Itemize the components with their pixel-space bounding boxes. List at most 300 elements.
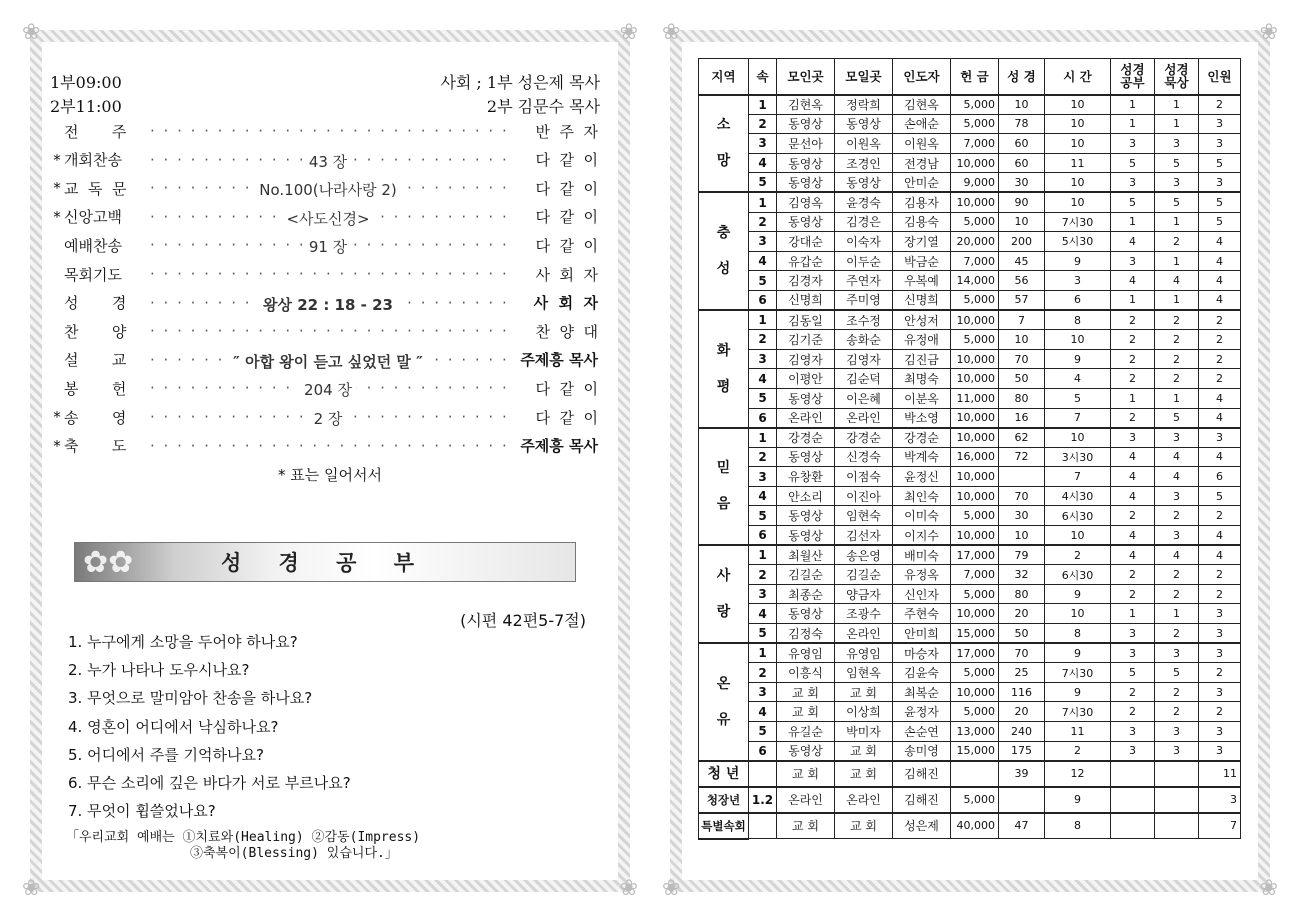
cell-group-report-table — [698, 58, 1241, 840]
table-cell: 배미숙 — [893, 545, 951, 565]
table-row — [699, 604, 1241, 624]
table-cell: 10,000 — [951, 192, 999, 212]
table-cell: 유길순 — [777, 722, 835, 742]
table-cell: 8 — [1045, 624, 1111, 644]
table-cell: 박계숙 — [893, 447, 951, 467]
table-cell: 2 — [1111, 310, 1155, 330]
order-row — [50, 206, 598, 228]
column-header: 모일곳 — [835, 59, 893, 95]
table-cell: 최종순 — [777, 584, 835, 604]
column-header: 성경 공부 — [1111, 59, 1155, 95]
question-item: 2. 누가 나타나 도우시나요? — [68, 661, 250, 680]
table-cell: 김길순 — [777, 565, 835, 585]
table-cell: 2 — [1199, 330, 1241, 350]
table-cell: 8 — [1045, 813, 1111, 839]
table-cell: 4 — [1199, 290, 1241, 310]
leader-dots — [150, 322, 506, 340]
table-cell: 최복순 — [893, 682, 951, 702]
table-cell: 신인자 — [893, 584, 951, 604]
table-cell: 최월산 — [777, 545, 835, 565]
table-cell: 4 — [1155, 271, 1199, 291]
table-cell: 4 — [1111, 486, 1155, 506]
table-cell: 10 — [1045, 428, 1111, 448]
table-cell: 성은제 — [893, 813, 951, 839]
table-row — [699, 290, 1241, 310]
table-cell: 10 — [999, 526, 1045, 546]
table-cell: 5,000 — [951, 702, 999, 722]
table-cell: 동영상 — [777, 526, 835, 546]
order-detail: · · · 43 장 — [305, 151, 351, 169]
table-cell: 교 회 — [835, 682, 893, 702]
table-cell: 12 — [1045, 761, 1111, 787]
order-detail: · · · No.100(나라사랑 2) — [255, 179, 401, 197]
table-cell: 이원옥 — [893, 134, 951, 154]
table-cell: 7 — [1045, 467, 1111, 487]
order-leader: 다 같 이 — [535, 179, 598, 198]
table-header-row — [699, 59, 1241, 95]
order-row — [50, 120, 598, 142]
order-star: * — [53, 207, 61, 226]
bible-study-title: 성 경 공 부 — [220, 551, 430, 575]
question-item: 6. 무슨 소리에 깊은 바다가 서로 부르나요? — [68, 774, 351, 792]
table-cell: 2 — [1155, 624, 1199, 644]
table-cell: 이흥식 — [777, 663, 835, 683]
table-cell — [1155, 813, 1199, 839]
table-cell: 4 — [1155, 467, 1199, 487]
region-cell: 온 유 — [699, 643, 749, 761]
table-cell: 마승자 — [893, 643, 951, 663]
table-cell: 유정옥 — [893, 565, 951, 585]
table-cell: 3 — [1111, 624, 1155, 644]
table-cell: 2 — [1111, 702, 1155, 722]
order-detail: · · · <사도신경> — [282, 208, 373, 226]
table-cell: 5,000 — [951, 787, 999, 813]
service-time-2: 2부11:00 — [50, 97, 122, 116]
table-row — [699, 506, 1241, 526]
table-cell: 45 — [999, 251, 1045, 271]
table-cell: 5,000 — [951, 114, 999, 134]
table-cell: 3 — [1199, 722, 1241, 742]
cell-number: 1.2 — [749, 787, 777, 813]
table-cell: 7,000 — [951, 251, 999, 271]
table-cell: 4 — [1111, 447, 1155, 467]
table-row — [699, 388, 1241, 408]
table-cell: 5,000 — [951, 330, 999, 350]
table-cell: 4 — [1111, 232, 1155, 252]
table-cell: 윤경숙 — [835, 192, 893, 212]
table-row — [699, 643, 1241, 663]
table-row — [699, 813, 1241, 839]
table-cell: 17,000 — [951, 545, 999, 565]
table-cell: 70 — [999, 486, 1045, 506]
table-cell: 116 — [999, 682, 1045, 702]
table-cell: 72 — [999, 447, 1045, 467]
table-row — [699, 761, 1241, 787]
table-cell: 김용자 — [893, 192, 951, 212]
table-cell: 10 — [1045, 114, 1111, 134]
table-cell: 3 — [1155, 134, 1199, 154]
motto-line-2: ③축복이(Blessing) 있습니다.」 — [190, 846, 398, 861]
table-cell: 3 — [1199, 114, 1241, 134]
column-header: 헌 금 — [951, 59, 999, 95]
column-header: 성경 묵상 — [1155, 59, 1199, 95]
table-cell: 1 — [1155, 290, 1199, 310]
table-cell: 동영상 — [777, 388, 835, 408]
table-cell: 14,000 — [951, 271, 999, 291]
question-item: 3. 무엇으로 말미암아 찬송을 하나요? — [68, 689, 313, 708]
table-cell: 윤정신 — [893, 467, 951, 487]
table-cell: 2 — [1199, 584, 1241, 604]
table-cell: 동영상 — [777, 741, 835, 761]
region-cell: 소 망 — [699, 95, 749, 193]
order-detail: · · · 왕상 22 : 18 - 23 — [259, 294, 397, 312]
table-cell: 동영상 — [777, 212, 835, 232]
table-cell: 4 — [1111, 271, 1155, 291]
table-cell: 3 — [1155, 722, 1199, 742]
table-cell: 2 — [1155, 310, 1199, 330]
table-cell: 2 — [1199, 369, 1241, 389]
table-cell — [1111, 761, 1155, 787]
table-row — [699, 251, 1241, 271]
table-cell: 5,000 — [951, 584, 999, 604]
table-cell: 7시30 — [1045, 663, 1111, 683]
table-cell: 양금자 — [835, 584, 893, 604]
table-cell: 3 — [1199, 624, 1241, 644]
table-cell: 3 — [1111, 251, 1155, 271]
table-cell: 4 — [1111, 467, 1155, 487]
table-row — [699, 192, 1241, 212]
order-label: 예배찬송 — [64, 236, 122, 255]
table-cell: 5 — [1045, 388, 1111, 408]
table-cell: 9 — [1045, 787, 1111, 813]
table-cell: 3 — [1045, 271, 1111, 291]
table-cell: 17,000 — [951, 643, 999, 663]
table-cell: 32 — [999, 565, 1045, 585]
table-cell: 문선아 — [777, 134, 835, 154]
table-cell: 5,000 — [951, 212, 999, 232]
flower-ornament-icon: ❀ — [662, 20, 681, 45]
church-motto — [66, 830, 420, 862]
table-cell: 57 — [999, 290, 1045, 310]
cell-number: 4 — [749, 702, 777, 722]
table-cell: 김진금 — [893, 349, 951, 369]
table-cell: 이원옥 — [835, 134, 893, 154]
table-cell: 20 — [999, 702, 1045, 722]
cell-number: 5 — [749, 271, 777, 291]
order-star: * — [53, 150, 61, 169]
table-cell: 7 — [1045, 408, 1111, 428]
table-cell: 2 — [1155, 349, 1199, 369]
question-item: 4. 영혼이 어디에서 낙심하나요? — [68, 717, 279, 736]
table-cell: 3 — [1199, 428, 1241, 448]
flower-ornament-icon: ❀ — [619, 876, 638, 901]
table-cell: 10,000 — [951, 682, 999, 702]
cell-number: 3 — [749, 682, 777, 702]
table-cell: 2 — [1199, 349, 1241, 369]
table-cell: 유창환 — [777, 467, 835, 487]
table-cell: 안미희 — [893, 624, 951, 644]
order-label: 설 교 — [64, 351, 127, 370]
order-leader: 주제흥 목사 — [520, 437, 598, 456]
column-header: 인도자 — [893, 59, 951, 95]
table-cell: 3 — [1199, 604, 1241, 624]
table-cell: 10 — [1045, 95, 1111, 115]
table-cell: 3 — [1155, 173, 1199, 193]
table-cell: 4 — [1111, 526, 1155, 546]
table-cell: 손애순 — [893, 114, 951, 134]
table-cell: 10,000 — [951, 526, 999, 546]
table-cell: 56 — [999, 271, 1045, 291]
table-row — [699, 369, 1241, 389]
standing-note: * 표는 일어서서 — [278, 466, 382, 484]
table-cell: 1 — [1111, 114, 1155, 134]
table-cell: 교 회 — [777, 702, 835, 722]
table-cell: 김영옥 — [777, 192, 835, 212]
table-cell: 9 — [1045, 349, 1111, 369]
table-cell: 7시30 — [1045, 702, 1111, 722]
order-label: 교 독 문 — [64, 179, 127, 198]
table-cell: 2 — [1199, 565, 1241, 585]
table-cell: 조경인 — [835, 153, 893, 173]
table-cell: 김경자 — [777, 271, 835, 291]
table-cell: 김길순 — [835, 565, 893, 585]
order-star: * — [53, 408, 61, 426]
table-cell: 70 — [999, 349, 1045, 369]
table-cell: 2 — [1045, 741, 1111, 761]
order-row — [50, 435, 598, 457]
leader-dots — [150, 208, 506, 226]
service-time-1: 1부09:00 — [50, 73, 122, 92]
table-cell: 39 — [999, 761, 1045, 787]
table-cell: 16,000 — [951, 447, 999, 467]
table-cell: 1 — [1111, 290, 1155, 310]
region-cell: 충 성 — [699, 192, 749, 310]
table-cell: 62 — [999, 428, 1045, 448]
table-cell: 5,000 — [951, 290, 999, 310]
table-cell: 5,000 — [951, 95, 999, 115]
region-cell: 사 랑 — [699, 545, 749, 643]
table-cell: 10,000 — [951, 153, 999, 173]
cell-number: 4 — [749, 251, 777, 271]
table-cell: 교 회 — [777, 813, 835, 839]
table-cell: 10 — [999, 212, 1045, 232]
table-cell: 2 — [1199, 310, 1241, 330]
table-cell: 5시30 — [1045, 232, 1111, 252]
table-cell: 10,000 — [951, 428, 999, 448]
table-cell: 3 — [1111, 428, 1155, 448]
table-cell: 1 — [1155, 604, 1199, 624]
table-cell: 60 — [999, 134, 1045, 154]
table-cell: 11 — [1045, 722, 1111, 742]
table-cell: 이두순 — [835, 251, 893, 271]
leader-dots — [150, 265, 506, 283]
table-row — [699, 330, 1241, 350]
table-cell: 3 — [1199, 682, 1241, 702]
region-cell: 화 평 — [699, 310, 749, 428]
cell-number: 2 — [749, 330, 777, 350]
cell-number: 2 — [749, 447, 777, 467]
table-cell: 10,000 — [951, 467, 999, 487]
order-leader: 반 주 자 — [535, 122, 598, 141]
order-row — [50, 320, 598, 342]
table-cell: 2 — [1155, 232, 1199, 252]
question-item: 1. 누구에게 소망을 두어야 하나요? — [68, 633, 298, 651]
order-leader: 다 같 이 — [535, 151, 598, 170]
table-cell: 25 — [999, 663, 1045, 683]
table-row — [699, 114, 1241, 134]
order-leader: 사 회 자 — [535, 265, 598, 284]
table-cell: 안소리 — [777, 486, 835, 506]
flower-ornament-icon: ❀ — [1259, 20, 1278, 45]
table-cell: 동영상 — [777, 506, 835, 526]
table-cell: 2 — [1111, 584, 1155, 604]
table-cell: 우복예 — [893, 271, 951, 291]
table-cell: 3 — [1155, 643, 1199, 663]
table-cell: 강경순 — [893, 428, 951, 448]
flower-ornament-icon: ❀ — [619, 20, 638, 45]
table-cell: 6 — [1199, 467, 1241, 487]
table-cell: 안미순 — [893, 173, 951, 193]
order-star: * — [53, 436, 61, 455]
table-cell: 8 — [1045, 310, 1111, 330]
table-cell: 동영상 — [777, 447, 835, 467]
table-cell: 온라인 — [835, 408, 893, 428]
cell-number: 4 — [749, 604, 777, 624]
cell-number — [749, 813, 777, 839]
table-cell: 4 — [1155, 447, 1199, 467]
table-cell: 전경남 — [893, 153, 951, 173]
table-cell: 김해진 — [893, 787, 951, 813]
table-cell: 2 — [1045, 545, 1111, 565]
table-cell: 박소영 — [893, 408, 951, 428]
table-cell: 2 — [1155, 682, 1199, 702]
table-cell: 10 — [1045, 134, 1111, 154]
table-cell: 3 — [1111, 173, 1155, 193]
table-cell: 30 — [999, 506, 1045, 526]
leader-dots — [150, 179, 506, 197]
table-cell: 6시30 — [1045, 565, 1111, 585]
table-cell: 유갑순 — [777, 251, 835, 271]
table-row — [699, 134, 1241, 154]
table-cell: 1 — [1155, 388, 1199, 408]
motto-line-1: 「우리교회 예배는 ①치료와(Healing) ②감동(Impress) — [66, 830, 421, 845]
table-cell: 6 — [1045, 290, 1111, 310]
cell-number: 6 — [749, 290, 777, 310]
table-cell: 동영상 — [777, 114, 835, 134]
table-cell: 김영자 — [835, 349, 893, 369]
cell-number: 3 — [749, 232, 777, 252]
cell-number: 2 — [749, 212, 777, 232]
table-cell: 3 — [1199, 643, 1241, 663]
table-cell: 10 — [1045, 604, 1111, 624]
table-cell: 3 — [1199, 787, 1241, 813]
table-cell: 이숙자 — [835, 232, 893, 252]
table-cell: 90 — [999, 192, 1045, 212]
cell-number: 1 — [749, 310, 777, 330]
table-cell: 2 — [1111, 682, 1155, 702]
table-cell: 김동일 — [777, 310, 835, 330]
table-row — [699, 310, 1241, 330]
table-cell: 2 — [1155, 702, 1199, 722]
table-cell: 80 — [999, 388, 1045, 408]
table-cell: 1 — [1111, 95, 1155, 115]
leader-dots — [150, 379, 506, 397]
table-cell: 3 — [1111, 643, 1155, 663]
cell-number: 2 — [749, 565, 777, 585]
table-cell: 13,000 — [951, 722, 999, 742]
table-cell: 2 — [1199, 702, 1241, 722]
table-cell: 교 회 — [835, 761, 893, 787]
table-row — [699, 173, 1241, 193]
cell-number: 5 — [749, 173, 777, 193]
table-cell: 2 — [1155, 584, 1199, 604]
table-cell: 175 — [999, 741, 1045, 761]
cell-number: 1 — [749, 95, 777, 115]
table-cell: 주현숙 — [893, 604, 951, 624]
table-cell: 3 — [1111, 741, 1155, 761]
table-cell: 2 — [1199, 663, 1241, 683]
region-cell: 믿 음 — [699, 428, 749, 546]
table-cell: 이상희 — [835, 702, 893, 722]
table-cell: 3 — [1155, 428, 1199, 448]
table-cell: 2 — [1111, 349, 1155, 369]
table-row — [699, 565, 1241, 585]
table-cell: 4 — [1199, 251, 1241, 271]
table-row — [699, 663, 1241, 683]
table-cell: 3 — [1155, 486, 1199, 506]
table-cell: 3 — [1199, 173, 1241, 193]
cell-number: 6 — [749, 408, 777, 428]
table-cell: 정락희 — [835, 95, 893, 115]
table-cell: 3 — [1199, 741, 1241, 761]
table-cell: 교 회 — [777, 761, 835, 787]
table-cell — [1155, 761, 1199, 787]
cell-number: 3 — [749, 349, 777, 369]
table-row — [699, 408, 1241, 428]
table-cell: 박미자 — [835, 722, 893, 742]
cell-number: 4 — [749, 369, 777, 389]
table-cell: 2 — [1111, 369, 1155, 389]
table-cell: 20 — [999, 604, 1045, 624]
table-cell: 10,000 — [951, 349, 999, 369]
cell-number: 2 — [749, 114, 777, 134]
table-cell: 유정애 — [893, 330, 951, 350]
order-label: 봉 헌 — [64, 379, 127, 398]
table-cell: 김선자 — [835, 526, 893, 546]
order-row — [50, 406, 598, 428]
table-cell: 30 — [999, 173, 1045, 193]
table-cell: 김해진 — [893, 761, 951, 787]
table-cell: 유영임 — [777, 643, 835, 663]
table-cell: 4 — [1111, 545, 1155, 565]
table-cell: 5,000 — [951, 663, 999, 683]
cell-number — [749, 761, 777, 787]
table-cell: 4 — [1199, 232, 1241, 252]
leader-dots — [150, 408, 506, 426]
table-cell: 2 — [1199, 506, 1241, 526]
table-cell: 김현옥 — [893, 95, 951, 115]
table-cell: 7 — [1199, 813, 1241, 839]
table-cell: 70 — [999, 643, 1045, 663]
cell-number: 3 — [749, 584, 777, 604]
table-cell: 1 — [1155, 114, 1199, 134]
table-cell: 11 — [1045, 153, 1111, 173]
column-header: 성 경 — [999, 59, 1045, 95]
table-cell: 이평안 — [777, 369, 835, 389]
order-star: * — [53, 179, 61, 198]
table-cell: 50 — [999, 624, 1045, 644]
table-cell: 10 — [999, 95, 1045, 115]
